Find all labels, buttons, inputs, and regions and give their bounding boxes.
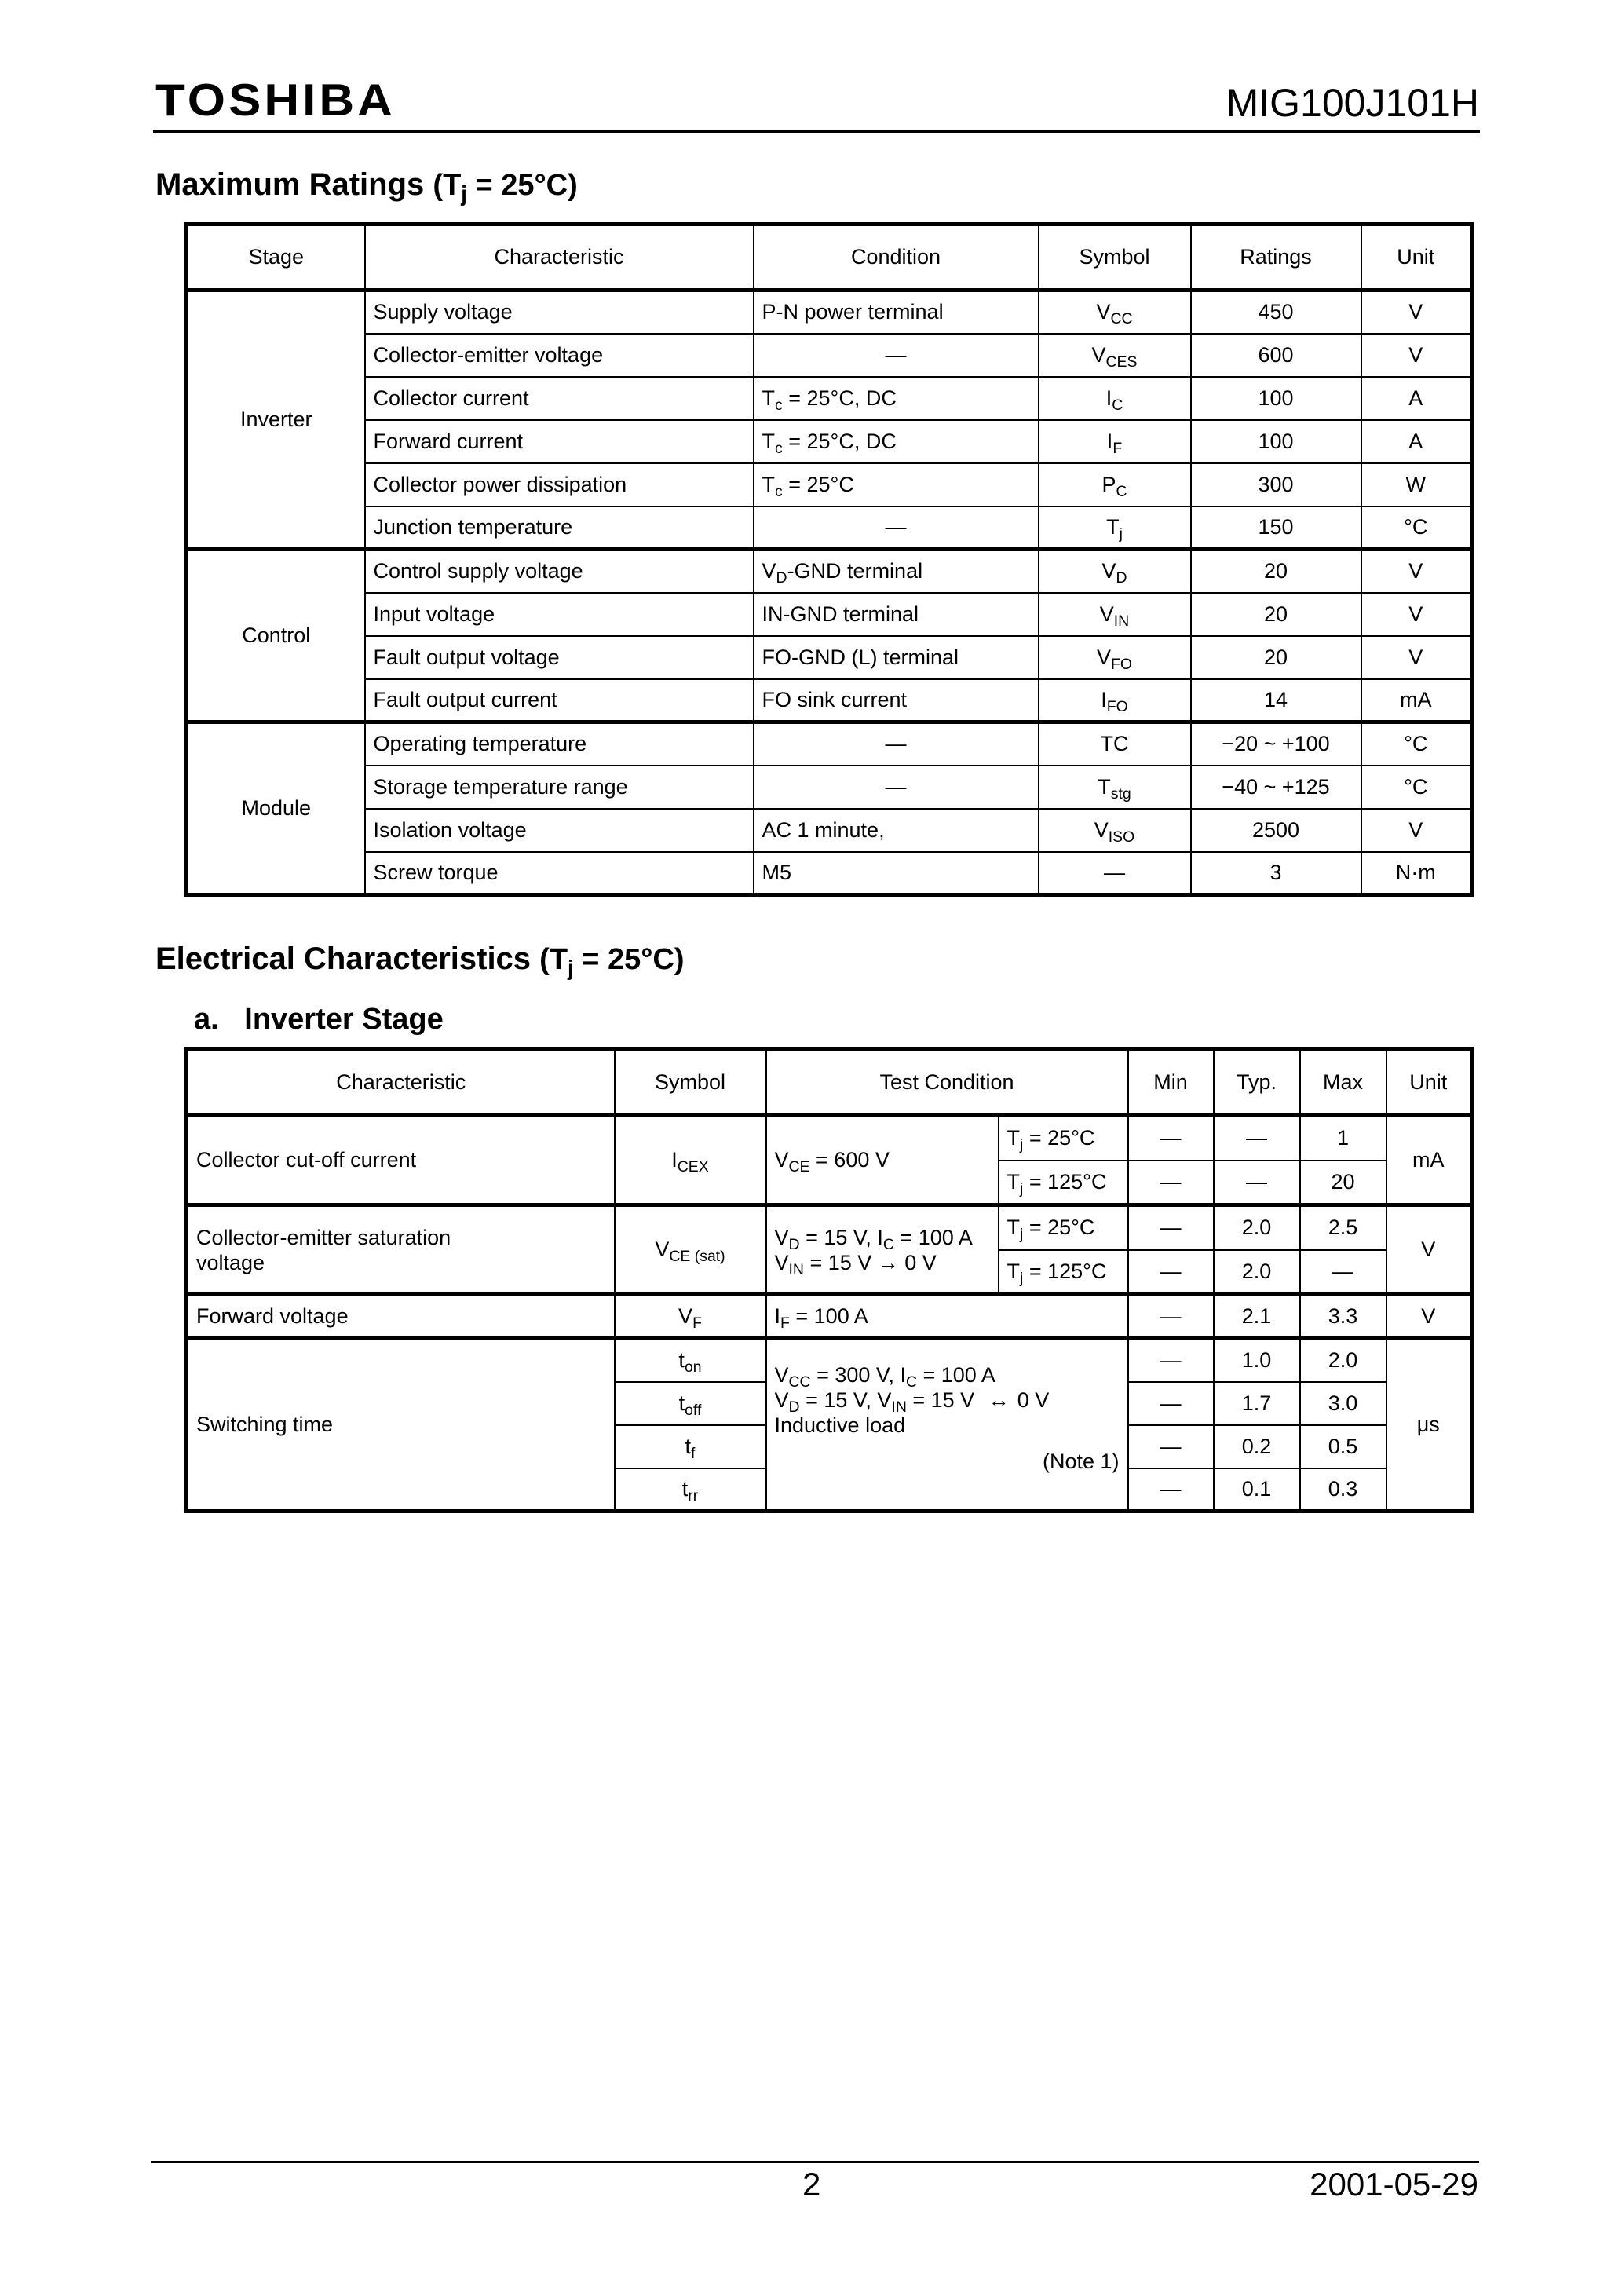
- col-symbol: Symbol: [1039, 225, 1191, 291]
- unit-cell: V: [1361, 291, 1472, 334]
- col-stage: Stage: [187, 225, 365, 291]
- unit-cell: °C: [1361, 766, 1472, 809]
- condition-cell: FO-GND (L) terminal: [754, 636, 1039, 679]
- symbol-cell: $V_{ISO}$: [1039, 809, 1191, 852]
- symbol-ton: $t_{on}$: [615, 1339, 766, 1382]
- table-row: [187, 1205, 1472, 1250]
- symbol-cell: $I_C$: [1039, 377, 1191, 420]
- max-value: 3.0: [1300, 1382, 1386, 1425]
- table-row: [187, 636, 1472, 679]
- col-min: Min: [1128, 1050, 1214, 1116]
- temp-condition: $T_j = 125^\circ C$: [999, 1250, 1128, 1295]
- typ-value: 2.0: [1214, 1205, 1300, 1250]
- max-value: 20: [1300, 1161, 1386, 1205]
- col-characteristic: Characteristic: [187, 1050, 615, 1116]
- table-row: [187, 1295, 1472, 1339]
- bidirectional-arrow-icon: ↔: [988, 1388, 1010, 1412]
- symbol-cell: $P_C$: [1039, 463, 1191, 506]
- max-value: 2.5: [1300, 1205, 1386, 1250]
- inverter-stage-heading: [194, 1004, 444, 1034]
- max-value: —: [1300, 1250, 1386, 1295]
- min-value: —: [1128, 1382, 1214, 1425]
- characteristic-cell: Forward current: [365, 420, 754, 463]
- condition-switching: $V_{CC} = 300$ V, $I_C = 100$ A $V_D = 15$ V, $V_{IN} = 15$ V ↔ 0 V Inductive load (Note 1): [766, 1339, 1128, 1512]
- typ-value: 0.2: [1214, 1425, 1300, 1468]
- condition-cell: —: [754, 334, 1039, 377]
- part-number: MIG100J101H: [1226, 81, 1479, 125]
- max-value: 0.5: [1300, 1425, 1386, 1468]
- rating-cell: 450: [1191, 291, 1361, 334]
- unit-value: V: [1386, 1295, 1472, 1339]
- typ-value: —: [1214, 1161, 1300, 1205]
- rating-cell: 600: [1191, 334, 1361, 377]
- symbol-cell: $V_{IN}$: [1039, 593, 1191, 636]
- temp-condition: $T_j = 25^\circ C$: [999, 1205, 1128, 1250]
- table-row: [187, 593, 1472, 636]
- condition-vce: $V_{CE} = 600$ V: [766, 1116, 999, 1205]
- col-condition: Condition: [754, 225, 1039, 291]
- characteristic-cell: Supply voltage: [365, 291, 754, 334]
- max-ratings-title: Maximum Ratings: [155, 167, 425, 202]
- typ-value: 0.1: [1214, 1468, 1300, 1512]
- characteristic-cell: Input voltage: [365, 593, 754, 636]
- rating-cell: 100: [1191, 377, 1361, 420]
- symbol-trr: $t_{rr}$: [615, 1468, 766, 1512]
- footer-rule: [151, 2161, 1479, 2163]
- symbol-cell: $T_j$: [1039, 506, 1191, 550]
- temp-condition: $T_j = 25^\circ C$: [999, 1116, 1128, 1161]
- col-unit: Unit: [1386, 1050, 1472, 1116]
- rating-cell: 14: [1191, 679, 1361, 722]
- max-value: 0.3: [1300, 1468, 1386, 1512]
- condition-cell: $T_c = 25^\circ C$, DC: [754, 377, 1039, 420]
- condition-cell: IN-GND terminal: [754, 593, 1039, 636]
- condition-cell: $T_c = 25^\circ C$, DC: [754, 420, 1039, 463]
- unit-cell: A: [1361, 420, 1472, 463]
- min-value: —: [1128, 1339, 1214, 1382]
- max-value: 1: [1300, 1116, 1386, 1161]
- table-row: [187, 679, 1472, 722]
- symbol-cell: TC: [1039, 722, 1191, 766]
- rating-cell: −40 ~ +125: [1191, 766, 1361, 809]
- symbol-tf: $t_f$: [615, 1425, 766, 1468]
- table-row: [187, 550, 1472, 593]
- unit-cell: V: [1361, 636, 1472, 679]
- unit-cell: °C: [1361, 506, 1472, 550]
- rating-cell: 3: [1191, 852, 1361, 895]
- stage-inverter: Inverter: [187, 291, 365, 550]
- condition-cell: AC 1 minute,: [754, 809, 1039, 852]
- rating-cell: 20: [1191, 636, 1361, 679]
- table-row: [187, 1339, 1472, 1382]
- table-row: [187, 852, 1472, 895]
- condition-forward: $I_F = 100$ A: [766, 1295, 1128, 1339]
- unit-value: μs: [1386, 1339, 1472, 1512]
- characteristic-cell: Fault output voltage: [365, 636, 754, 679]
- unit-cell: W: [1361, 463, 1472, 506]
- characteristic-cell: Operating temperature: [365, 722, 754, 766]
- characteristic-cell: Collector-emitter voltage: [365, 334, 754, 377]
- rating-cell: 100: [1191, 420, 1361, 463]
- rating-cell: 300: [1191, 463, 1361, 506]
- table-row: [187, 1116, 1472, 1161]
- col-max: Max: [1300, 1050, 1386, 1116]
- condition-cell: —: [754, 766, 1039, 809]
- rating-cell: 150: [1191, 506, 1361, 550]
- symbol-toff: $t_{off}$: [615, 1382, 766, 1425]
- symbol-cell: $V_{CC}$: [1039, 291, 1191, 334]
- min-value: —: [1128, 1250, 1214, 1295]
- typ-value: 1.0: [1214, 1339, 1300, 1382]
- condition-cell: —: [754, 722, 1039, 766]
- min-value: —: [1128, 1425, 1214, 1468]
- max-value: 3.3: [1300, 1295, 1386, 1339]
- rating-cell: 20: [1191, 550, 1361, 593]
- characteristic-switching: Switching time: [187, 1339, 615, 1512]
- symbol-cell: $V_{CES}$: [1039, 334, 1191, 377]
- rating-cell: −20 ~ +100: [1191, 722, 1361, 766]
- max-ratings-header-row: [187, 225, 1472, 291]
- subsection-letter: a.: [194, 1003, 219, 1036]
- min-value: —: [1128, 1205, 1214, 1250]
- max-ratings-condition: $(T_j = 25^\circ C)$: [433, 169, 578, 207]
- col-characteristic: Characteristic: [365, 225, 754, 291]
- unit-cell: V: [1361, 550, 1472, 593]
- temp-condition: $T_j = 125^\circ C$: [999, 1161, 1128, 1205]
- condition-saturation: $V_D = 15$ V, $I_C = 100$ A $V_{IN} = 15$ V → 0 V: [766, 1205, 999, 1295]
- unit-value: V: [1386, 1205, 1472, 1295]
- col-unit: Unit: [1361, 225, 1472, 291]
- electrical-header-row: [187, 1050, 1472, 1116]
- characteristic-cell: Isolation voltage: [365, 809, 754, 852]
- unit-cell: A: [1361, 377, 1472, 420]
- col-symbol: Symbol: [615, 1050, 766, 1116]
- switching-note: (Note 1): [1042, 1450, 1120, 1473]
- table-row: [187, 291, 1472, 334]
- symbol-cell: $V_D$: [1039, 550, 1191, 593]
- condition-cell: M5: [754, 852, 1039, 895]
- unit-cell: mA: [1361, 679, 1472, 722]
- condition-cell: $T_c = 25^\circ C$: [754, 463, 1039, 506]
- condition-cell: —: [754, 506, 1039, 550]
- characteristic-saturation: Collector-emitter saturation voltage: [187, 1205, 615, 1295]
- electrical-table: [184, 1047, 1474, 1513]
- electrical-heading: [155, 941, 685, 981]
- symbol-icex: $I_{CEX}$: [615, 1116, 766, 1205]
- min-value: —: [1128, 1116, 1214, 1161]
- subsection-title: Inverter Stage: [244, 1003, 444, 1036]
- condition-cell: FO sink current: [754, 679, 1039, 722]
- page-number: 2: [802, 2166, 821, 2203]
- stage-control: Control: [187, 550, 365, 722]
- brand-logo: TOSHIBA: [155, 75, 396, 126]
- symbol-vf: $V_F$: [615, 1295, 766, 1339]
- symbol-cell: —: [1039, 852, 1191, 895]
- characteristic-cell: Junction temperature: [365, 506, 754, 550]
- symbol-vcesat: $V_{CE (sat)}$: [615, 1205, 766, 1295]
- typ-value: 2.0: [1214, 1250, 1300, 1295]
- table-row: [187, 377, 1472, 420]
- characteristic-cell: Screw torque: [365, 852, 754, 895]
- min-value: —: [1128, 1468, 1214, 1512]
- rating-cell: 2500: [1191, 809, 1361, 852]
- min-value: —: [1128, 1161, 1214, 1205]
- electrical-title: Electrical Characteristics: [155, 941, 532, 976]
- symbol-cell: $I_F$: [1039, 420, 1191, 463]
- typ-value: 2.1: [1214, 1295, 1300, 1339]
- max-ratings-heading: [155, 167, 578, 207]
- symbol-cell: $I_{FO}$: [1039, 679, 1191, 722]
- col-test-condition: Test Condition: [766, 1050, 1128, 1116]
- col-ratings: Ratings: [1191, 225, 1361, 291]
- electrical-condition: $(T_j = 25^\circ C)$: [539, 943, 685, 981]
- condition-cell: P-N power terminal: [754, 291, 1039, 334]
- characteristic-cell: Storage temperature range: [365, 766, 754, 809]
- typ-value: —: [1214, 1116, 1300, 1161]
- col-typ: Typ.: [1214, 1050, 1300, 1116]
- table-row: [187, 334, 1472, 377]
- unit-cell: N·m: [1361, 852, 1472, 895]
- footer-date: 2001-05-29: [1310, 2166, 1478, 2203]
- unit-cell: V: [1361, 334, 1472, 377]
- typ-value: 1.7: [1214, 1382, 1300, 1425]
- table-row: [187, 766, 1472, 809]
- rating-cell: 20: [1191, 593, 1361, 636]
- characteristic-cell: Control supply voltage: [365, 550, 754, 593]
- unit-cell: V: [1361, 809, 1472, 852]
- max-value: 2.0: [1300, 1339, 1386, 1382]
- table-row: [187, 420, 1472, 463]
- characteristic-forward: Forward voltage: [187, 1295, 615, 1339]
- characteristic-cutoff: Collector cut-off current: [187, 1116, 615, 1205]
- table-row: [187, 722, 1472, 766]
- characteristic-cell: Collector current: [365, 377, 754, 420]
- symbol-cell: $V_{FO}$: [1039, 636, 1191, 679]
- header-rule: [153, 130, 1480, 133]
- unit-value: mA: [1386, 1116, 1472, 1205]
- max-ratings-table: [184, 222, 1474, 897]
- unit-cell: °C: [1361, 722, 1472, 766]
- characteristic-cell: Collector power dissipation: [365, 463, 754, 506]
- table-row: [187, 809, 1472, 852]
- unit-cell: V: [1361, 593, 1472, 636]
- condition-cell: $V_D$-GND terminal: [754, 550, 1039, 593]
- stage-module: Module: [187, 722, 365, 895]
- min-value: —: [1128, 1295, 1214, 1339]
- characteristic-cell: Fault output current: [365, 679, 754, 722]
- symbol-cell: $T_{stg}$: [1039, 766, 1191, 809]
- table-row: [187, 506, 1472, 550]
- table-row: [187, 463, 1472, 506]
